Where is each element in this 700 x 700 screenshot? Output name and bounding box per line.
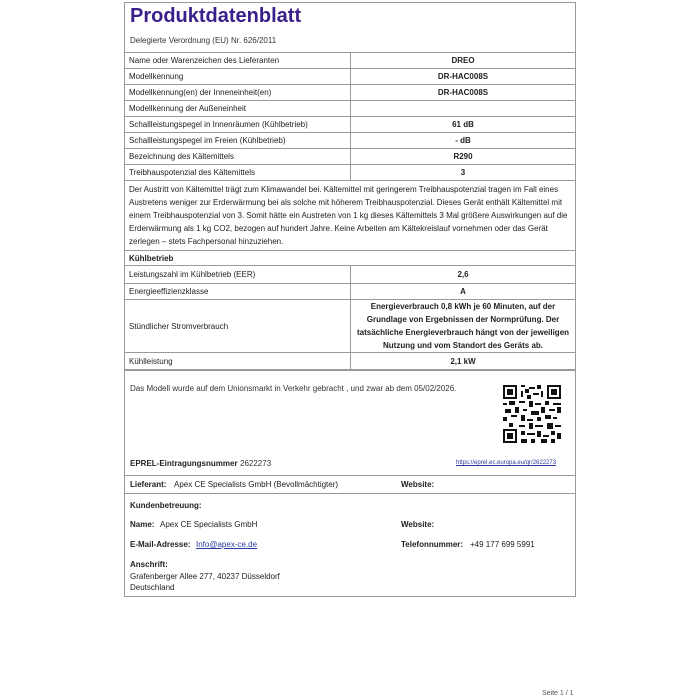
energy-class-value: A — [460, 287, 466, 296]
row-label: Name oder Warenzeichen des Lieferanten — [125, 53, 351, 68]
table-row — [125, 300, 575, 353]
page-number: Seite 1 / 1 — [542, 690, 574, 697]
consumption-value: Energieverbrauch 0,8 kWh je 60 Minuten, auf der Grundlage von Ergebnissen der Normprüfung. Der tatsächliche Energieverbrauch hängt von der jeweiligen Nutzung und vom Standort des Geräts ab. — [356, 302, 570, 350]
row-value: - dB — [455, 136, 471, 145]
market-note: Das Modell wurde auf dem Unionsmarkt in Verkehr gebracht , und zwar ab dem 05/02/2026. — [130, 384, 457, 393]
supplier-row — [125, 476, 575, 494]
address-line1: Grafenberger Allee 277, 40237 Düsseldorf — [130, 572, 280, 581]
table-row — [125, 85, 575, 101]
service-name-label: Name: — [130, 520, 155, 529]
qr-code-icon[interactable] — [503, 385, 561, 443]
row-value: DREO — [451, 56, 475, 65]
eprel-number: 2622273 — [240, 459, 272, 468]
row-label: Schallleistungspegel in Innenräumen (Kühlbetrieb) — [125, 117, 351, 132]
row-value: DR-HAC008S — [437, 72, 489, 81]
row-value: R290 — [453, 152, 473, 161]
address-label: Anschrift: — [130, 560, 168, 569]
customer-service-heading: Kundenbetreuung: — [130, 501, 202, 510]
phone-number: +49 177 699 5991 — [470, 540, 535, 549]
phone-label: Telefonnummer: — [401, 540, 464, 549]
table-row — [125, 101, 575, 117]
table-row — [125, 266, 575, 284]
supplier-name: Apex CE Specialists GmbH (Bevollmächtigter) — [174, 480, 339, 489]
row-value: 61 dB — [452, 120, 474, 129]
table-row — [125, 149, 575, 165]
row-label: Modellkennung(en) der Inneneinheit(en) — [125, 85, 351, 100]
supplier-label: Lieferant: — [130, 480, 167, 489]
address-line2: Deutschland — [130, 583, 175, 592]
row-value: DR-HAC008S — [437, 88, 489, 97]
email-label: E-Mail-Adresse: — [130, 540, 191, 549]
row-label: Bezeichnung des Kältemittels — [125, 149, 351, 164]
cooling-heading: Kühlbetrieb — [125, 251, 575, 266]
row-label: Modellkennung — [125, 69, 351, 84]
table-row — [125, 165, 575, 181]
row-value — [351, 101, 575, 116]
row-label: Modellkennung der Außeneinheit — [125, 101, 351, 116]
page-title: Produktdatenblatt — [130, 5, 302, 27]
contact-box — [124, 476, 576, 597]
table-row — [125, 284, 575, 300]
energy-class-label: Energieeffizienzklasse — [125, 284, 351, 299]
product-data-sheet — [124, 2, 576, 370]
eprel-link[interactable]: https://eprel.ec.europa.eu/qr/2622273 — [456, 460, 557, 466]
service-name: Apex CE Specialists GmbH — [160, 520, 258, 529]
regulation-subtitle: Delegierte Verordnung (EU) Nr. 626/2011 — [125, 32, 575, 53]
row-value: 3 — [460, 168, 466, 177]
row-label: Treibhauspotenzial des Kältemittels — [125, 165, 351, 180]
refrigerant-note: Der Austritt von Kältemittel trägt zum Klimawandel bei. Kältemittel mit geringerem Treibhauspotenzial tragen im Fall eines Austretens weniger zur Erderwärmung bei als solche mit höherem Treibhauspotenzial. Dieses Gerät enthält Kältemittel mit einem Treibhauspotenzial von 3. Somit hätte ein Austreten von 1 kg dieses Kältemittels 3 Mal größere Auswirkungen auf die Erderwärmung als 1 kg CO2, bezogen auf hundert Jahre. Keine Arbeiten am Kältekreislauf vornehmen oder das Gerät zerlegen – stets Fachpersonal hinzuziehen. — [125, 181, 575, 251]
row-label: Schallleistungspegel im Freien (Kühlbetrieb) — [125, 133, 351, 148]
consumption-label: Stündlicher Stromverbrauch — [125, 300, 351, 352]
table-row — [125, 353, 575, 369]
capacity-value: 2,1 kW — [450, 356, 476, 366]
capacity-label: Kühlleistung — [125, 353, 351, 369]
supplier-website-label: Website: — [401, 480, 435, 489]
table-row — [125, 133, 575, 149]
eprel-label: EPREL-Eintragungsnummer — [130, 459, 238, 468]
table-row — [125, 69, 575, 85]
table-row — [125, 53, 575, 69]
eer-label: Leistungszahl im Kühlbetrieb (EER) — [125, 266, 351, 283]
email-link[interactable]: Info@apex-ce.de — [196, 540, 258, 549]
service-website-label: Website: — [401, 520, 435, 529]
market-box — [124, 370, 576, 476]
eer-value: 2,6 — [457, 270, 469, 279]
table-row — [125, 117, 575, 133]
